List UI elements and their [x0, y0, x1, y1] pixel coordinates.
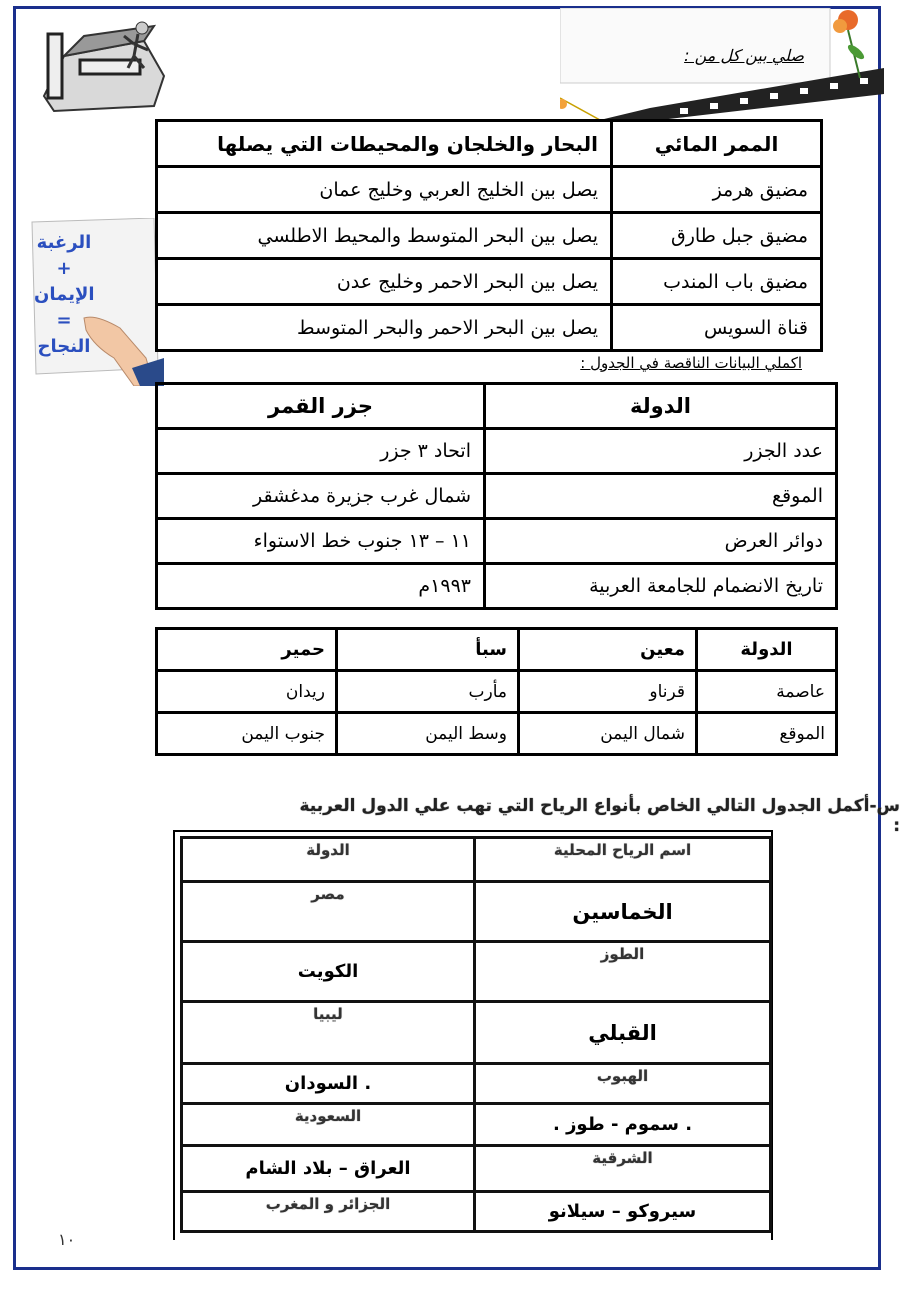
table-cell: مضيق هرمز [612, 167, 822, 213]
table-header-cell: حمير [157, 629, 337, 671]
table-row [157, 259, 822, 305]
table-cell: القبلي [475, 1002, 771, 1064]
motto-equals: = [56, 310, 72, 331]
table-cell: الموقع [697, 713, 837, 755]
table-cell: يصل بين البحر المتوسط والمحيط الاطلسي [157, 213, 612, 259]
table-row [182, 1192, 771, 1232]
table-cell: جنوب اليمن [157, 713, 337, 755]
instruction-connect: صلي بين كل من : [684, 46, 804, 65]
table-row [157, 384, 837, 429]
table-cell: سيروكو – سيلانو [475, 1192, 771, 1232]
table-cell: مضيق جبل طارق [612, 213, 822, 259]
table-cell: يصل بين البحر الاحمر والبحر المتوسط [157, 305, 612, 351]
table-header-cell: اسم الرياح المحلية [475, 838, 771, 882]
table-cell: عاصمة [697, 671, 837, 713]
table-cell: قناة السويس [612, 305, 822, 351]
table-header-cell: جزر القمر [157, 384, 485, 429]
table-cell: . سموم - طوز . [475, 1104, 771, 1146]
table-cell: الكويت [182, 942, 475, 1002]
table-cell: العراق – بلاد الشام [182, 1146, 475, 1192]
table-cell: الموقع [485, 474, 837, 519]
comoros-table [155, 382, 838, 610]
table-header-cell: الدولة [182, 838, 475, 882]
table-row [157, 167, 822, 213]
table-cell: اتحاد ٣ جزر [157, 429, 485, 474]
table-cell: وسط اليمن [337, 713, 519, 755]
waterways-table [155, 119, 823, 352]
table-row [182, 838, 771, 882]
table-cell: ليبيا [182, 1002, 475, 1064]
table-header-cell: البحار والخلجان والمحيطات التي يصلها [157, 121, 612, 167]
winds-table [180, 836, 772, 1233]
table-cell: الهبوب [475, 1064, 771, 1104]
table-row [157, 474, 837, 519]
table-row [182, 1146, 771, 1192]
table-row [157, 213, 822, 259]
table-row [182, 1002, 771, 1064]
motto-faith: الإيمان [34, 284, 95, 305]
table-header-cell: معين [519, 629, 697, 671]
page-number: ١٠ [58, 1230, 76, 1249]
table-row [157, 564, 837, 609]
table-row [157, 305, 822, 351]
table-cell: تاريخ الانضمام للجامعة العربية [485, 564, 837, 609]
table-row [157, 519, 837, 564]
table-cell: الطوز [475, 942, 771, 1002]
table-cell: الشرقية [475, 1146, 771, 1192]
instruction-complete: اكملي البيانات الناقصة في الجدول : [580, 354, 802, 372]
table-cell: يصل بين البحر الاحمر وخليج عدن [157, 259, 612, 305]
table-row [182, 942, 771, 1002]
table-row [182, 1104, 771, 1146]
motto-desire: الرغبة [36, 232, 92, 253]
yemen-kingdoms-table [155, 627, 838, 756]
table-cell: مضيق باب المندب [612, 259, 822, 305]
winds-question-title: س-أكمل الجدول التالي الخاص بأنواع الرياح التي تهب علي الدول العربية : [299, 796, 900, 836]
table-header-cell: الممر المائي [612, 121, 822, 167]
table-cell: يصل بين الخليج العربي وخليج عمان [157, 167, 612, 213]
table-cell: الخماسين [475, 882, 771, 942]
table-cell: دوائر العرض [485, 519, 837, 564]
table-cell: الجزائر و المغرب [182, 1192, 475, 1232]
table-row [182, 1064, 771, 1104]
table-header-cell: الدولة [485, 384, 837, 429]
motto-plus: + [56, 258, 72, 279]
table-row [182, 882, 771, 942]
table-cell: شمال غرب جزيرة مدغشقر [157, 474, 485, 519]
table-cell: ريدان [157, 671, 337, 713]
table-row [157, 429, 837, 474]
motto-sticker [24, 218, 164, 386]
table-cell: ١١ – ١٣ جنوب خط الاستواء [157, 519, 485, 564]
table-cell: عدد الجزر [485, 429, 837, 474]
table-header-cell: الدولة [697, 629, 837, 671]
table-cell: مصر [182, 882, 475, 942]
table-cell: السعودية [182, 1104, 475, 1146]
albadr-logo [34, 16, 174, 116]
table-header-cell: سبأ [337, 629, 519, 671]
table-cell: . السودان [182, 1064, 475, 1104]
table-row [157, 713, 837, 755]
table-cell: قرناو [519, 671, 697, 713]
table-row [157, 629, 837, 671]
table-cell: مأرب [337, 671, 519, 713]
table-row [157, 121, 822, 167]
motto-success: النجاح [37, 336, 91, 357]
table-cell: شمال اليمن [519, 713, 697, 755]
table-cell: ١٩٩٣م [157, 564, 485, 609]
table-row [157, 671, 837, 713]
